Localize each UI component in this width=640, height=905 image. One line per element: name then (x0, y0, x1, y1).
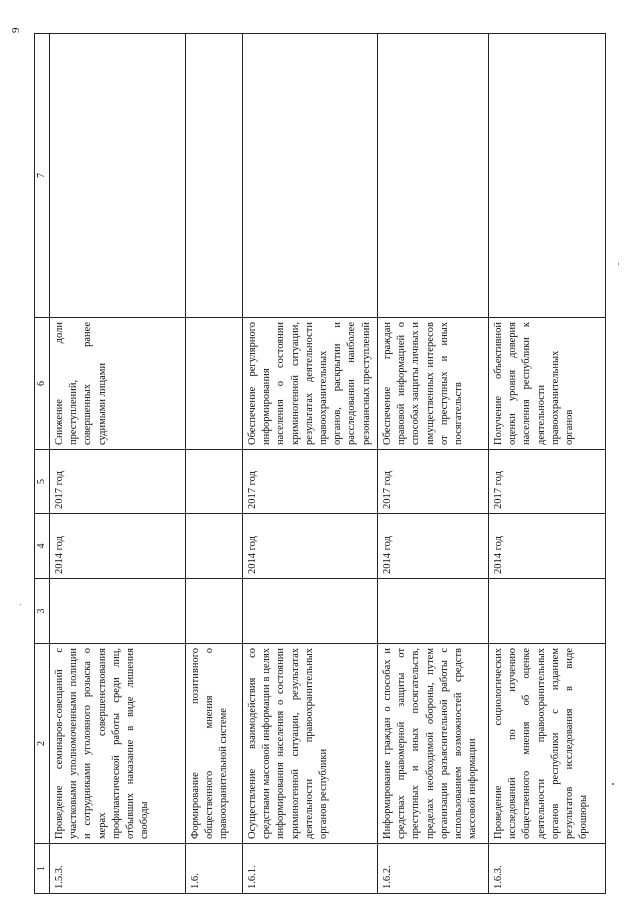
header-cell: 4 (35, 514, 50, 579)
measure-cell: Информирование граждан о способах и средствах правомерной защиты от преступных и иных посягательств, пределах необходимой обороны, путем организации разъяснительной работы с использованием возможностей средств массовой информации (378, 644, 489, 844)
scan-speck (618, 263, 619, 265)
note-cell (243, 34, 378, 318)
row-number: 1.6. (186, 844, 243, 894)
end-year-cell: 2017 год (489, 450, 606, 514)
table-row (378, 34, 489, 894)
measure-cell: Осуществление взаимодействия со средствами массовой информации в целях информирования населения о состоянии криминогенной ситуации, результатах деятельности правоохранительных органов республики (243, 644, 378, 844)
end-year-cell: 2017 год (378, 450, 489, 514)
note-cell (489, 34, 606, 318)
executor-cell (186, 579, 243, 644)
header-cell: 2 (35, 644, 50, 844)
executor-cell (50, 579, 186, 644)
table-row (489, 34, 606, 894)
row-number: 1.5.3. (50, 844, 186, 894)
end-year-cell: 2017 год (50, 450, 186, 514)
start-year-cell: 2014 год (50, 514, 186, 579)
executor-cell (378, 579, 489, 644)
header-cell: 3 (35, 579, 50, 644)
header-cell: 1 (35, 844, 50, 894)
result-cell (186, 318, 243, 450)
start-year-cell: 2014 год (489, 514, 606, 579)
header-cell: 5 (35, 450, 50, 514)
table-row (243, 34, 378, 894)
note-cell (50, 34, 186, 318)
executor-cell (243, 579, 378, 644)
header-cell: 6 (35, 318, 50, 450)
page-number: 9 (10, 27, 22, 33)
result-cell: Обеспечение регулярного информирования населения о состоянии криминогенной ситуации, результатах деятельности правоохранительных органов, раскрытии и расследовании наиболее резонансных преступлений (243, 318, 378, 450)
result-cell: Обеспечение граждан правовой информацией о способах защиты личных и имущественных интересов от преступных и иных посягательств (378, 318, 489, 450)
row-number: 1.6.3. (489, 844, 606, 894)
scan-speck (20, 604, 21, 605)
end-year-cell (186, 450, 243, 514)
row-number: 1.6.2. (378, 844, 489, 894)
start-year-cell: 2014 год (378, 514, 489, 579)
start-year-cell: 2014 год (243, 514, 378, 579)
note-cell (186, 34, 243, 318)
measure-cell: Проведение семинаров-совещаний с участковыми уполномоченными полиции и сотрудниками уголовного розыска о мерах совершенствования профилактической работы среди лиц, отбывших наказание в виде лишения свободы (50, 644, 186, 844)
table-header-row (35, 34, 50, 894)
result-cell: Получение объективной оценки уровня доверия населения республики к деятельности правоохранительных органов (489, 318, 606, 450)
scan-speck (612, 783, 614, 785)
header-cell: 7 (35, 34, 50, 318)
measures-table (34, 33, 606, 894)
table-row (186, 34, 243, 894)
measure-cell: Формирование позитивного общественного мнения о правоохранительной системе (186, 644, 243, 844)
measure-cell: Проведение социологических исследований по изучению общественного мнения об оценке деятельности правоохранительных органов республики с изданием результатов исследования в виде брошюры (489, 644, 606, 844)
result-cell: Снижение доли преступлений, совершенных ранее судимыми лицами (50, 318, 186, 450)
executor-cell (489, 579, 606, 644)
end-year-cell: 2017 год (243, 450, 378, 514)
table-row (50, 34, 186, 894)
note-cell (378, 34, 489, 318)
start-year-cell (186, 514, 243, 579)
row-number: 1.6.1. (243, 844, 378, 894)
